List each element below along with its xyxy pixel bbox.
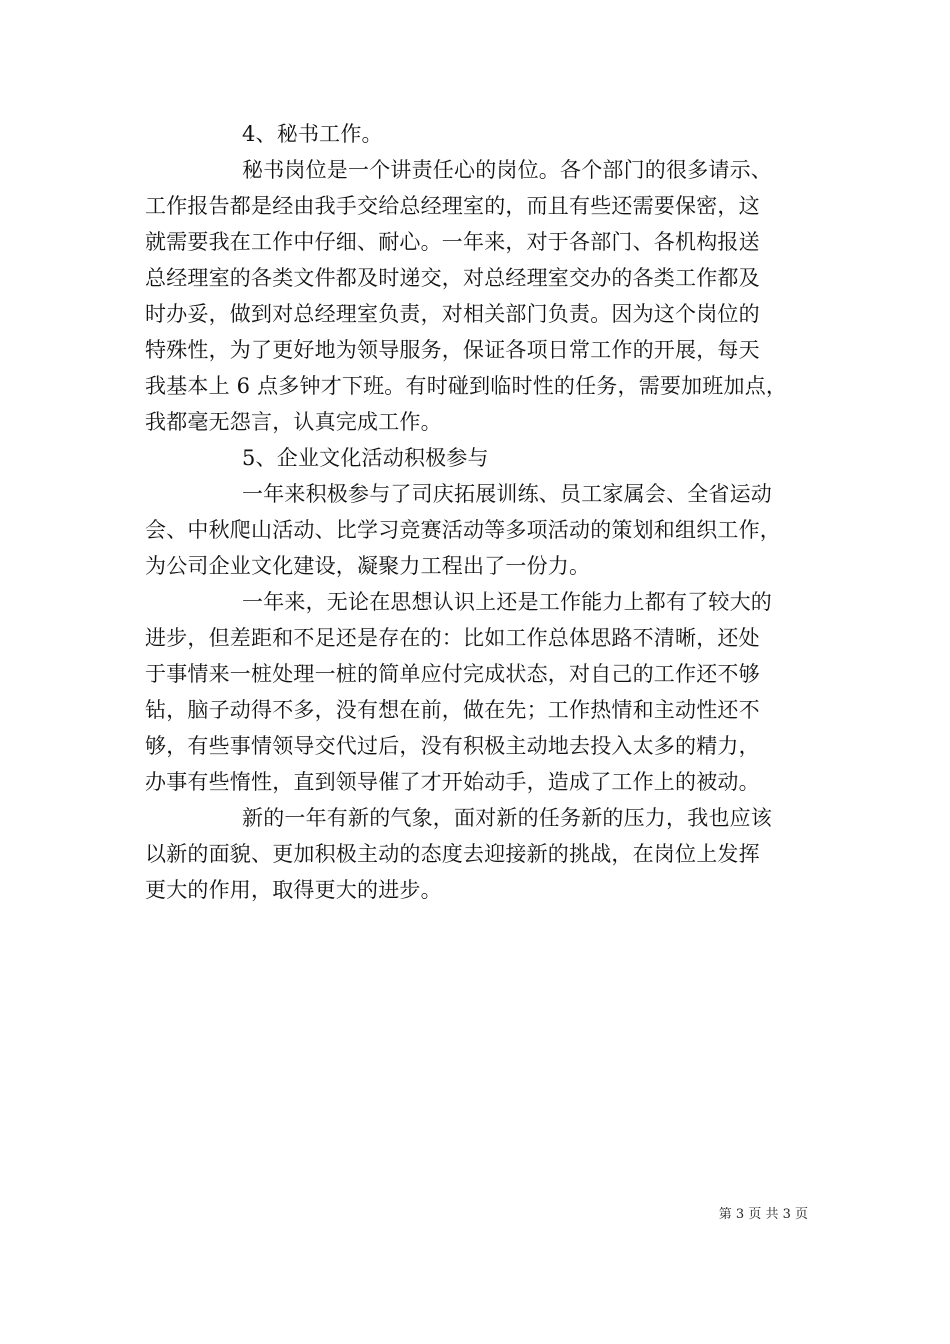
paragraph-line: 会、中秋爬山活动、比学习竞赛活动等多项活动的策划和组织工作，: [145, 518, 781, 542]
paragraph-line: 一年来，无论在思想认识上还是工作能力上都有了较大的: [242, 590, 772, 614]
paragraph-line: 办事有些惰性，直到领导催了才开始动手，造成了工作上的被动。: [145, 770, 760, 794]
paragraph-line: 工作报告都是经由我手交给总经理室的，而且有些还需要保密，这: [145, 194, 760, 218]
section-heading-culture: 5、企业文化活动积极参与: [242, 446, 489, 470]
paragraph-line: 我基本上 6 点多钟才下班。有时碰到临时性的任务，需要加班加点，: [145, 374, 788, 398]
paragraph-line: 更大的作用，取得更大的进步。: [145, 878, 442, 902]
paragraph-line: 我都毫无怨言，认真完成工作。: [145, 410, 442, 434]
paragraph-line: 于事情来一桩处理一桩的简单应付完成状态，对自己的工作还不够: [145, 662, 760, 686]
document-body: [145, 116, 810, 908]
paragraph-line: 特殊性，为了更好地为领导服务，保证各项日常工作的开展，每天: [145, 338, 760, 362]
paragraph-line: 进步，但差距和不足还是存在的：比如工作总体思路不清晰，还处: [145, 626, 760, 650]
paragraph-line: 为公司企业文化建设，凝聚力工程出了一份力。: [145, 554, 591, 578]
paragraph-line: 够，有些事情领导交代过后，没有积极主动地去投入太多的精力，: [145, 734, 760, 758]
paragraph-line: 总经理室的各类文件都及时递交，对总经理室交办的各类工作都及: [145, 266, 760, 290]
paragraph-line: 就需要我在工作中仔细、耐心。一年来，对于各部门、各机构报送: [145, 230, 760, 254]
paragraph-line: 一年来积极参与了司庆拓展训练、员工家属会、全省运动: [242, 482, 772, 506]
paragraph-line: 新的一年有新的气象，面对新的任务新的压力，我也应该: [242, 806, 772, 830]
paragraph-line: 秘书岗位是一个讲责任心的岗位。各个部门的很多请示、: [242, 158, 772, 182]
paragraph-line: 以新的面貌、更加积极主动的态度去迎接新的挑战，在岗位上发挥: [145, 842, 760, 866]
paragraph-line: 钻，脑子动得不多，没有想在前，做在先；工作热情和主动性还不: [145, 698, 760, 722]
section-heading-secretary: 4、秘书工作。: [242, 122, 383, 146]
page-number-footer: 第 3 页 共 3 页: [718, 1207, 808, 1222]
paragraph-line: 时办妥，做到对总经理室负责，对相关部门负责。因为这个岗位的: [145, 302, 760, 326]
